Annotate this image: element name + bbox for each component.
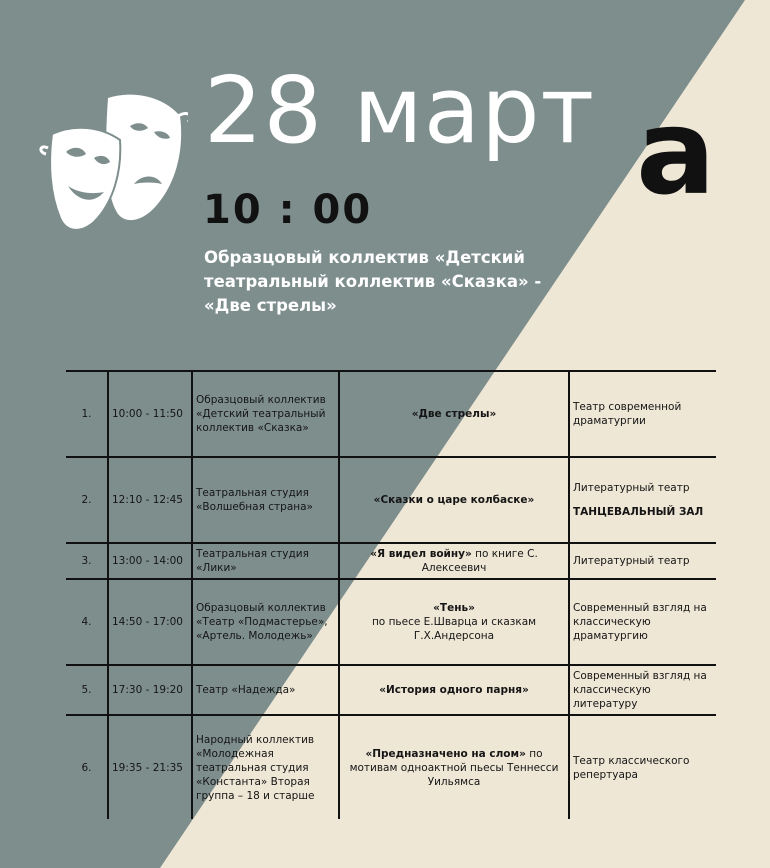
row-title xyxy=(339,579,569,665)
title-rest: по пьесе Е.Шварца и сказкам Г.Х.Андерсона xyxy=(371,616,537,642)
row-venue: Театр современной драматургии xyxy=(569,371,716,457)
title-bold: «Предназначено на слом» xyxy=(365,747,526,760)
row-time: 10:00 - 11:50 xyxy=(108,371,192,457)
table-row xyxy=(66,665,716,715)
venue-hall: ТАНЦЕВАЛЬНЫЙ ЗАЛ xyxy=(573,506,704,518)
title-bold: «Тень» xyxy=(433,602,475,614)
row-title xyxy=(339,371,569,457)
table-row xyxy=(66,579,716,665)
row-venue: Литературный театр xyxy=(569,543,716,579)
row-number: 1. xyxy=(66,371,108,457)
row-title xyxy=(339,543,569,579)
row-time: 12:10 - 12:45 xyxy=(108,457,192,543)
title-bold: «Я видел войну» xyxy=(370,548,472,560)
row-number: 4. xyxy=(66,579,108,665)
schedule-table xyxy=(66,370,716,819)
row-time: 19:35 - 21:35 xyxy=(108,715,192,819)
row-number: 2. xyxy=(66,457,108,543)
event-date-tail-letter: а xyxy=(636,83,716,221)
event-headline: Образцовый коллектив «Детский театральный коллектив «Сказка» - «Две стрелы» xyxy=(204,248,542,315)
table-row xyxy=(66,543,716,579)
row-title xyxy=(339,457,569,543)
theatre-masks-icon xyxy=(38,86,188,236)
row-time: 17:30 - 19:20 xyxy=(108,665,192,715)
table-row xyxy=(66,715,716,819)
row-venue xyxy=(569,457,716,543)
row-group: Народный коллектив «Молодежная театральная студия «Константа» Вторая группа – 18 и старше xyxy=(192,715,339,819)
event-date: 28 март xyxy=(204,57,596,164)
row-venue: Театр классического репертуара xyxy=(569,715,716,819)
title-bold: «История одного парня» xyxy=(379,684,529,696)
row-venue: Современный взгляд на классическую литературу xyxy=(569,665,716,715)
venue-name: Литературный театр xyxy=(573,482,690,494)
table-row xyxy=(66,371,716,457)
row-title xyxy=(339,665,569,715)
row-group: Образцовый коллектив «Детский театральный коллектив «Сказка» xyxy=(192,371,339,457)
table-row xyxy=(66,457,716,543)
title-bold: «Две стрелы» xyxy=(411,408,497,420)
row-time: 13:00 - 14:00 xyxy=(108,543,192,579)
title-rest: по мотивам одноактной пьесы Теннесси Уильямса xyxy=(349,747,559,788)
row-group: Образцовый коллектив «Театр «Подмастерье», «Артель. Молодежь» xyxy=(192,579,339,665)
row-group: Театр «Надежда» xyxy=(192,665,339,715)
row-time: 14:50 - 17:00 xyxy=(108,579,192,665)
row-number: 3. xyxy=(66,543,108,579)
row-group: Театральная студия «Лики» xyxy=(192,543,339,579)
row-number: 5. xyxy=(66,665,108,715)
row-group: Театральная студия «Волшебная страна» xyxy=(192,457,339,543)
event-time: 10 : 00 xyxy=(203,187,373,233)
row-title xyxy=(339,715,569,819)
title-bold: «Сказки о царе колбаске» xyxy=(373,494,535,506)
row-number: 6. xyxy=(66,715,108,819)
title-rest: по книге С. Алексеевич xyxy=(421,548,538,574)
row-venue: Современный взгляд на классическую драматургию xyxy=(569,579,716,665)
